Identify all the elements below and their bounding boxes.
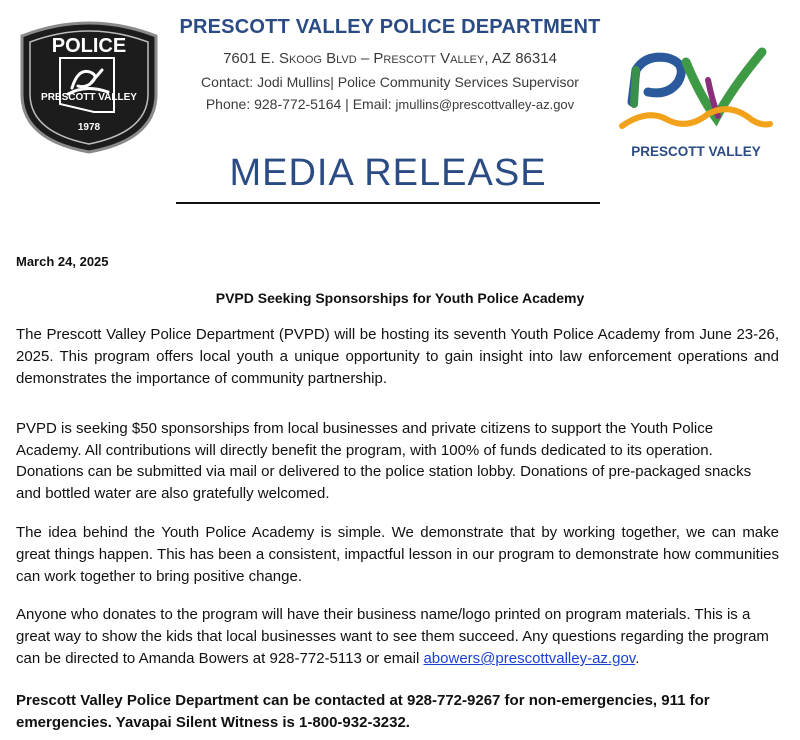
paragraph-4-end: . <box>635 650 640 667</box>
pv-logo-text: PRESCOTT VALLEY <box>631 144 761 159</box>
media-release-title: MEDIA RELEASE <box>229 152 547 194</box>
body-paragraph-3: The idea behind the Youth Police Academy is simple. We demonstrate that by working together, we can make great things happen. This has been a consistent, impactful lesson in our program to demonstrate how communities can work together to bring positive change. <box>16 524 779 585</box>
badge-middle-text: PRESCOTT VALLEY <box>41 92 137 103</box>
title-divider <box>176 202 600 204</box>
mountain-wave-icon <box>622 109 770 126</box>
org-address: 7601 E. Skoog Blvd – Prescott Valley, AZ 86314 <box>223 50 557 67</box>
org-title: PRESCOTT VALLEY POLICE DEPARTMENT <box>179 16 601 38</box>
police-badge-logo <box>16 14 162 154</box>
contact-email: jmullins@prescottvalley-az.gov <box>395 97 575 112</box>
phone-line <box>170 96 610 112</box>
amanda-bowers-email-link[interactable]: abowers@prescottvalley-az.gov <box>423 650 636 667</box>
release-headline: PVPD Seeking Sponsorships for Youth Police Academy <box>215 290 585 306</box>
phone-label: Phone: 928-772-5164 | Email: <box>205 96 396 112</box>
release-date: March 24, 2025 <box>16 254 109 269</box>
badge-year: 1978 <box>77 122 101 133</box>
contact-line: Contact: Jodi Mullins| Police Community Services Supervisor <box>201 74 579 90</box>
badge-top-text: POLICE <box>51 35 127 57</box>
body-paragraph-2: PVPD is seeking $50 sponsorships from local businesses and private citizens to support the Youth Police Academy. All contributions will directly benefit the program, with 100% of funds dedicated to its operation. Donations can be submitted via mail or delivered to the police station lobby. Donations of pre-packaged snacks and bottled water are also gratefully welcomed. <box>16 420 752 502</box>
letterhead <box>0 0 800 210</box>
body-paragraph-4 <box>16 604 779 670</box>
body-paragraph-1: The Prescott Valley Police Department (PVPD) will be hosting its seventh Youth Police Academy from June 23-26, 2025. This program offers local youth a unique opportunity to gain insight into law enforcement operations and demonstrates the importance of community partnership. <box>16 326 779 387</box>
prescott-valley-town-logo <box>612 40 780 164</box>
paragraph-4-text: Anyone who donates to the program will have their business name/logo printed on program materials. This is a great way to show the kids that local businesses want to see them succeed. Any questions regarding the program can be directed to Amanda Bowers at 928-772-5113 or email <box>16 606 769 667</box>
contact-footer: Prescott Valley Police Department can be contacted at 928-772-9267 for non-emergencies, 911 for emergencies. Yavapai Silent Witness is 1-800-932-3232. <box>16 692 710 731</box>
